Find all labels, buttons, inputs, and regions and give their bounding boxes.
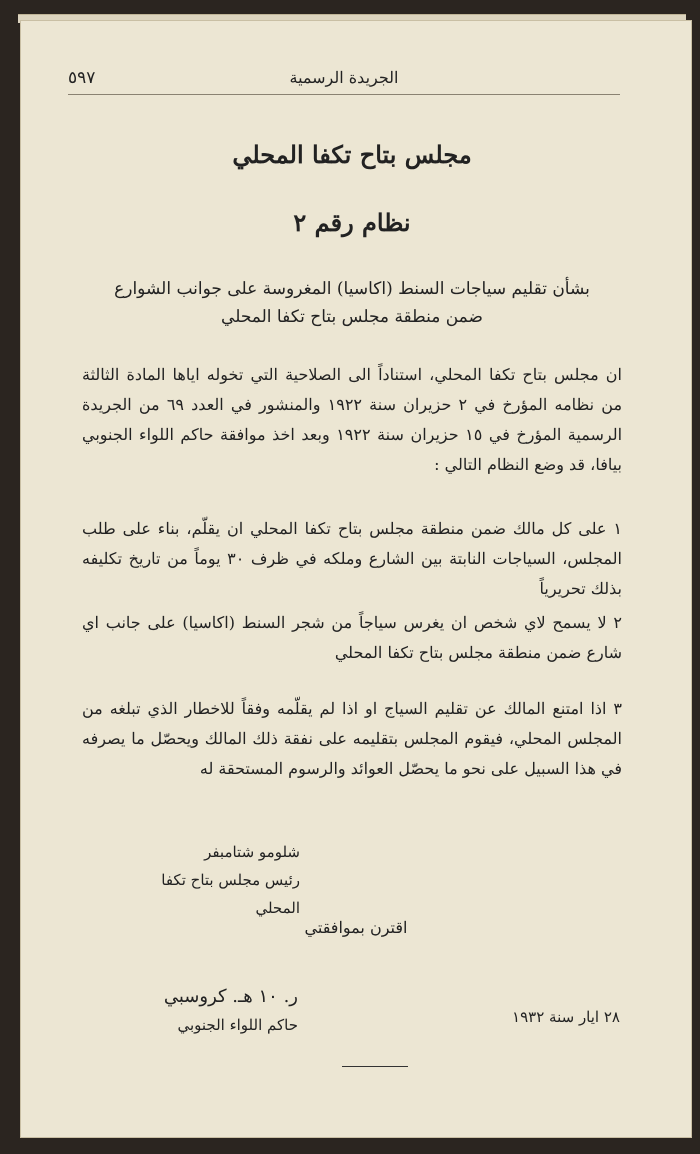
subject-line-2: ضمن منطقة مجلس بتاح تكفا المحلي	[221, 307, 483, 327]
page-number: ٥٩٧	[68, 68, 96, 88]
approval-note: اقترن بموافقتي	[304, 918, 408, 937]
article-2: ٢ لا يسمح لاي شخص ان يغرس سياجاً من شجر السنط (اكاسيا) على جانب اي شارع ضمن منطقة مجلس بتاح تكفا المحلي	[82, 613, 622, 662]
subject-line-1: بشأن تقليم سياجات السنط (اكاسيا) المغروسة على جوانب الشوارع	[114, 279, 590, 299]
regulation-subject	[82, 275, 622, 331]
article-3: ٣ اذا امتنع المالك عن تقليم السياج او اذا لم يقلّمه وفقاً للاخطار الذي تبلغه من المجلس المحلي، فيقوم المجلس بتقليمه على نفقة ذلك المالك ويحصّل ما يصرفه في هذا السبيل على نحو ما يحصّل العوائد والرسوم المستحقة له	[82, 699, 622, 778]
gazette-page	[20, 20, 692, 1138]
closing-rule	[342, 1066, 408, 1067]
governor-block	[158, 982, 298, 1038]
governor-name: ر. ١٠ هـ. كروسبي	[163, 986, 298, 1007]
regulation-number: نظام رقم ٢	[293, 208, 411, 237]
signatory-name: شلومو شتامبفر	[204, 843, 300, 861]
article-1: ١ على كل مالك ضمن منطقة مجلس بتاح تكفا المحلي ان يقلّم، بناء على طلب المجلس، السياجات النابتة بين الشارع وملكه في ظرف ٣٠ يوماً من تاريخ تكليفه بذلك تحريرياً	[82, 519, 622, 598]
document-date: ٢٨ ايار سنة ١٩٣٢	[512, 1008, 620, 1026]
journal-name: الجريدة الرسمية	[289, 68, 399, 87]
governor-title: حاكم اللواء الجنوبي	[177, 1016, 298, 1034]
signatory-title: رئيس مجلس بتاح تكفا المحلي	[161, 871, 300, 917]
page-header	[68, 60, 620, 95]
signature-block	[140, 838, 300, 922]
preamble-paragraph: ان مجلس بتاح تكفا المحلي، استناداً الى الصلاحية التي تخوله اياها المادة الثالثة من نظامه المؤرخ في ٢ حزيران سنة ١٩٢٢ والمنشور في العدد ٦٩ من الجريدة الرسمية المؤرخ في ١٥ حزيران سنة ١٩٢٢ وبعد اخذ موافقة حاكم اللواء الجنوبي بيافا، قد وضع النظام التالي :	[82, 365, 623, 474]
document-title: مجلس بتاح تكفا المحلي	[232, 140, 472, 169]
